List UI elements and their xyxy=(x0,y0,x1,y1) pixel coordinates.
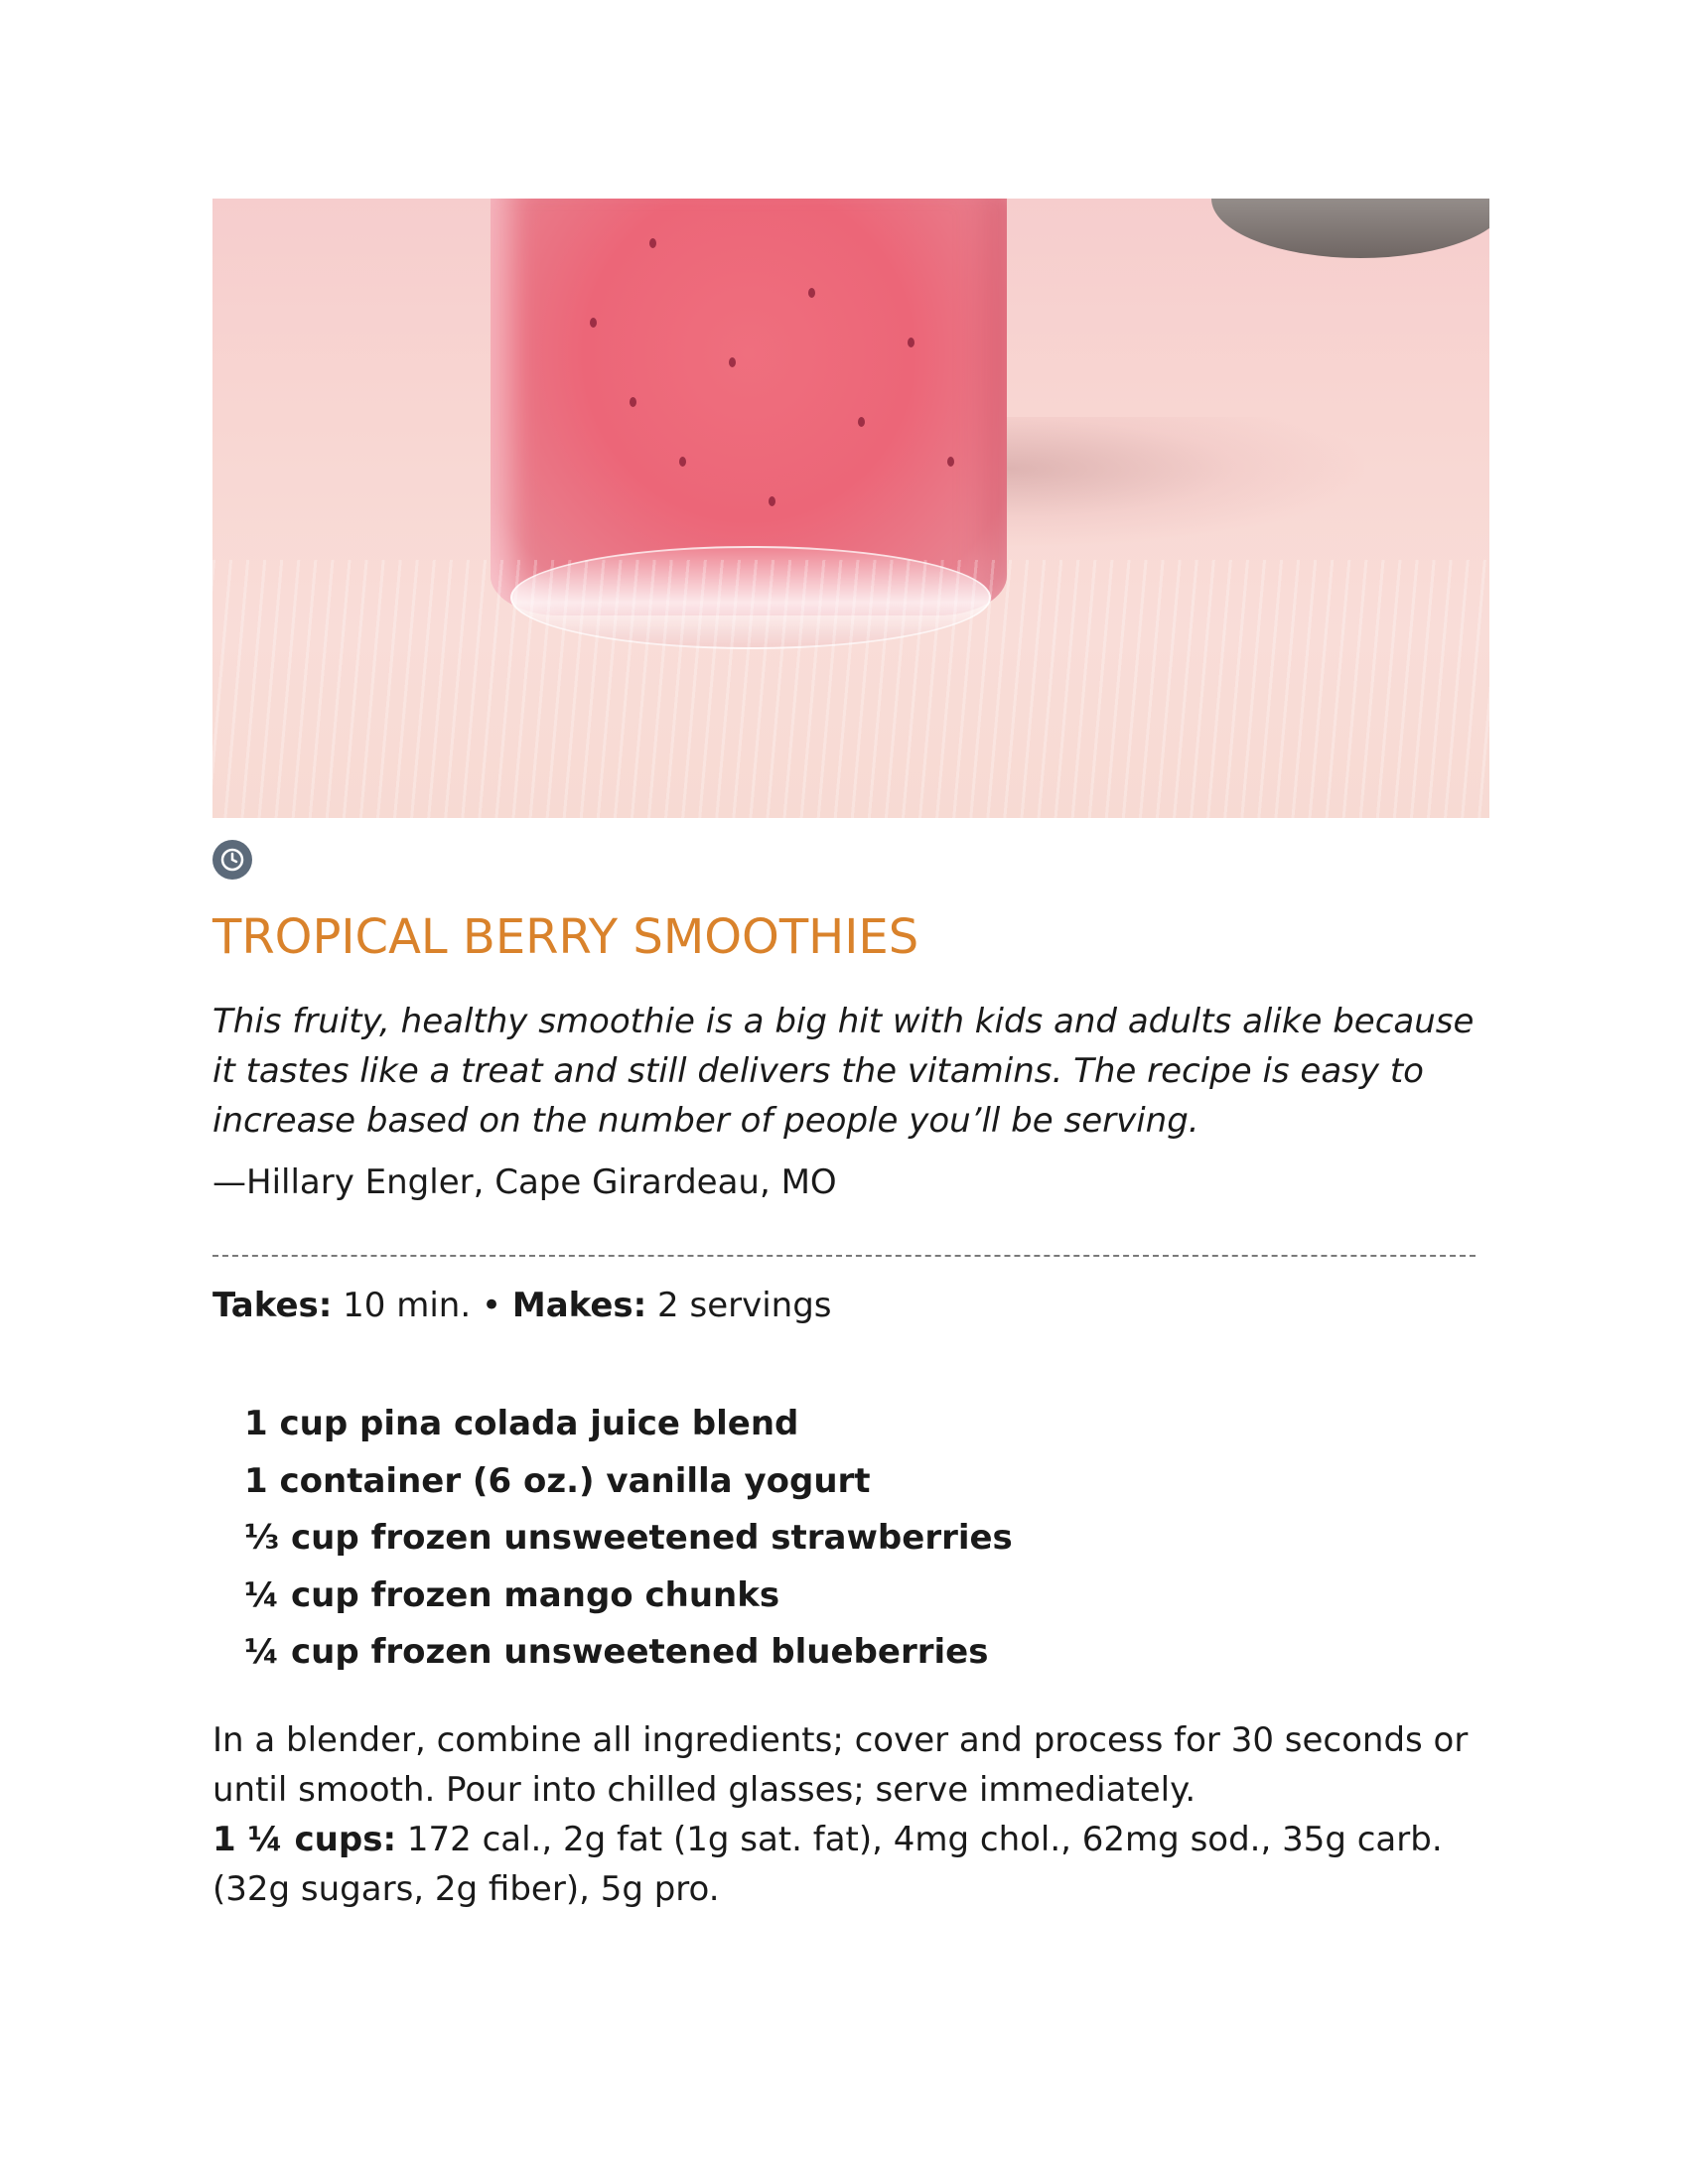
takes-label: Takes: xyxy=(212,1286,333,1325)
makes-label: Makes: xyxy=(511,1286,647,1325)
clock-icon xyxy=(212,840,252,880)
recipe-description: This fruity, healthy smoothie is a big hit with kids and adults alike because it tastes like a treat and still delivers the vitamins. The recipe is easy to increase based on the number of people you’ll be serving. xyxy=(212,1002,1475,1141)
recipe-meta xyxy=(212,1281,1489,1330)
recipe-directions: In a blender, combine all ingredients; cover and process for 30 seconds or until smooth. Pour into chilled glasses; serve immediately. xyxy=(212,1720,1469,1810)
ingredient-item: 1 container (6 oz.) vanilla yogurt xyxy=(244,1460,871,1501)
ingredient-list xyxy=(244,1396,1013,1682)
meta-separator: • xyxy=(481,1286,502,1325)
nutrition-text: 172 cal., 2g fat (1g sat. fat), 4mg chol., 62mg sod., 35g carb. (32g sugars, 2g fiber), 5g pro. xyxy=(212,1820,1443,1909)
nutrition-label: 1 ¼ cups: xyxy=(212,1820,397,1859)
recipe-author: —Hillary Engler, Cape Girardeau, MO xyxy=(212,1162,837,1202)
makes-value: 2 servings xyxy=(657,1286,832,1325)
ingredient-item: ¼ cup frozen mango chunks xyxy=(244,1574,780,1615)
ingredient-item: 1 cup pina colada juice blend xyxy=(244,1404,799,1443)
divider xyxy=(212,1255,1476,1257)
nutrition-info xyxy=(212,1815,1489,1914)
takes-value: 10 min. xyxy=(343,1286,472,1325)
ingredient-item: ⅓ cup frozen unsweetened strawberries xyxy=(244,1518,1013,1558)
recipe-title: TROPICAL BERRY SMOOTHIES xyxy=(212,909,919,965)
ingredient-item: ¼ cup frozen unsweetened blueberries xyxy=(244,1632,989,1672)
smoothie-photo xyxy=(212,199,1489,818)
